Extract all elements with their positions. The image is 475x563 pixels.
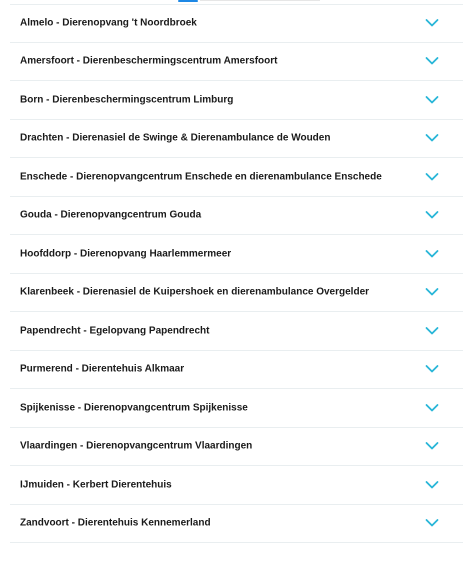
chevron-down-icon[interactable] — [425, 133, 439, 143]
accordion-item-vlaardingen[interactable] — [10, 428, 463, 467]
chevron-down-icon[interactable] — [425, 287, 439, 297]
accordion-item-label: Purmerend - Dierentehuis Alkmaar — [20, 363, 185, 375]
accordion-item-hoofddorp[interactable] — [10, 235, 463, 274]
chevron-down-icon[interactable] — [425, 95, 439, 105]
accordion-item-label: Klarenbeek - Dierenasiel de Kuipershoek en dierenambulance Overgelder — [20, 286, 370, 298]
accordion-item-label: Hoofddorp - Dierenopvang Haarlemmermeer — [20, 248, 232, 260]
accordion-item-label: Vlaardingen - Dierenopvangcentrum Vlaardingen — [20, 440, 253, 452]
accordion-item-label: Gouda - Dierenopvangcentrum Gouda — [20, 209, 202, 221]
accordion-item-born[interactable] — [10, 81, 463, 120]
chevron-down-icon[interactable] — [425, 441, 439, 451]
accordion-item-label: Spijkenisse - Dierenopvangcentrum Spijkenisse — [20, 402, 248, 414]
chevron-down-icon[interactable] — [425, 364, 439, 374]
accordion-item-label: Almelo - Dierenopvang 't Noordbroek — [20, 17, 197, 29]
accordion-item-purmerend[interactable] — [10, 351, 463, 390]
chevron-down-icon[interactable] — [425, 518, 439, 528]
accordion-item-amersfoort[interactable] — [10, 43, 463, 82]
chevron-down-icon[interactable] — [425, 480, 439, 490]
accordion-item-drachten[interactable] — [10, 120, 463, 159]
accordion-item-label: Papendrecht - Egelopvang Papendrecht — [20, 325, 210, 337]
chevron-down-icon[interactable] — [425, 210, 439, 220]
accordion-item-papendrecht[interactable] — [10, 312, 463, 351]
accordion-item-label: Zandvoort - Dierentehuis Kennemerland — [20, 517, 211, 529]
chevron-down-icon[interactable] — [425, 172, 439, 182]
chevron-down-icon[interactable] — [425, 326, 439, 336]
accordion-item-label: IJmuiden - Kerbert Dierentehuis — [20, 479, 172, 491]
chevron-down-icon[interactable] — [425, 18, 439, 28]
accordion-item-label: Enschede - Dierenopvangcentrum Enschede en dierenambulance Enschede — [20, 171, 382, 183]
active-tab-indicator — [178, 0, 198, 2]
chevron-down-icon[interactable] — [425, 403, 439, 413]
accordion-item-almelo[interactable] — [10, 4, 463, 43]
accordion-item-zandvoort[interactable] — [10, 505, 463, 544]
shelter-accordion — [10, 4, 463, 543]
chevron-down-icon[interactable] — [425, 56, 439, 66]
top-divider — [200, 0, 320, 1]
accordion-item-label: Amersfoort - Dierenbeschermingscentrum Amersfoort — [20, 55, 278, 67]
accordion-item-gouda[interactable] — [10, 197, 463, 236]
accordion-item-enschede[interactable] — [10, 158, 463, 197]
accordion-item-label: Born - Dierenbeschermingscentrum Limburg — [20, 94, 234, 106]
accordion-item-ijmuiden[interactable] — [10, 466, 463, 505]
accordion-item-label: Drachten - Dierenasiel de Swinge & Dierenambulance de Wouden — [20, 132, 331, 144]
accordion-item-spijkenisse[interactable] — [10, 389, 463, 428]
accordion-item-klarenbeek[interactable] — [10, 274, 463, 313]
chevron-down-icon[interactable] — [425, 249, 439, 259]
